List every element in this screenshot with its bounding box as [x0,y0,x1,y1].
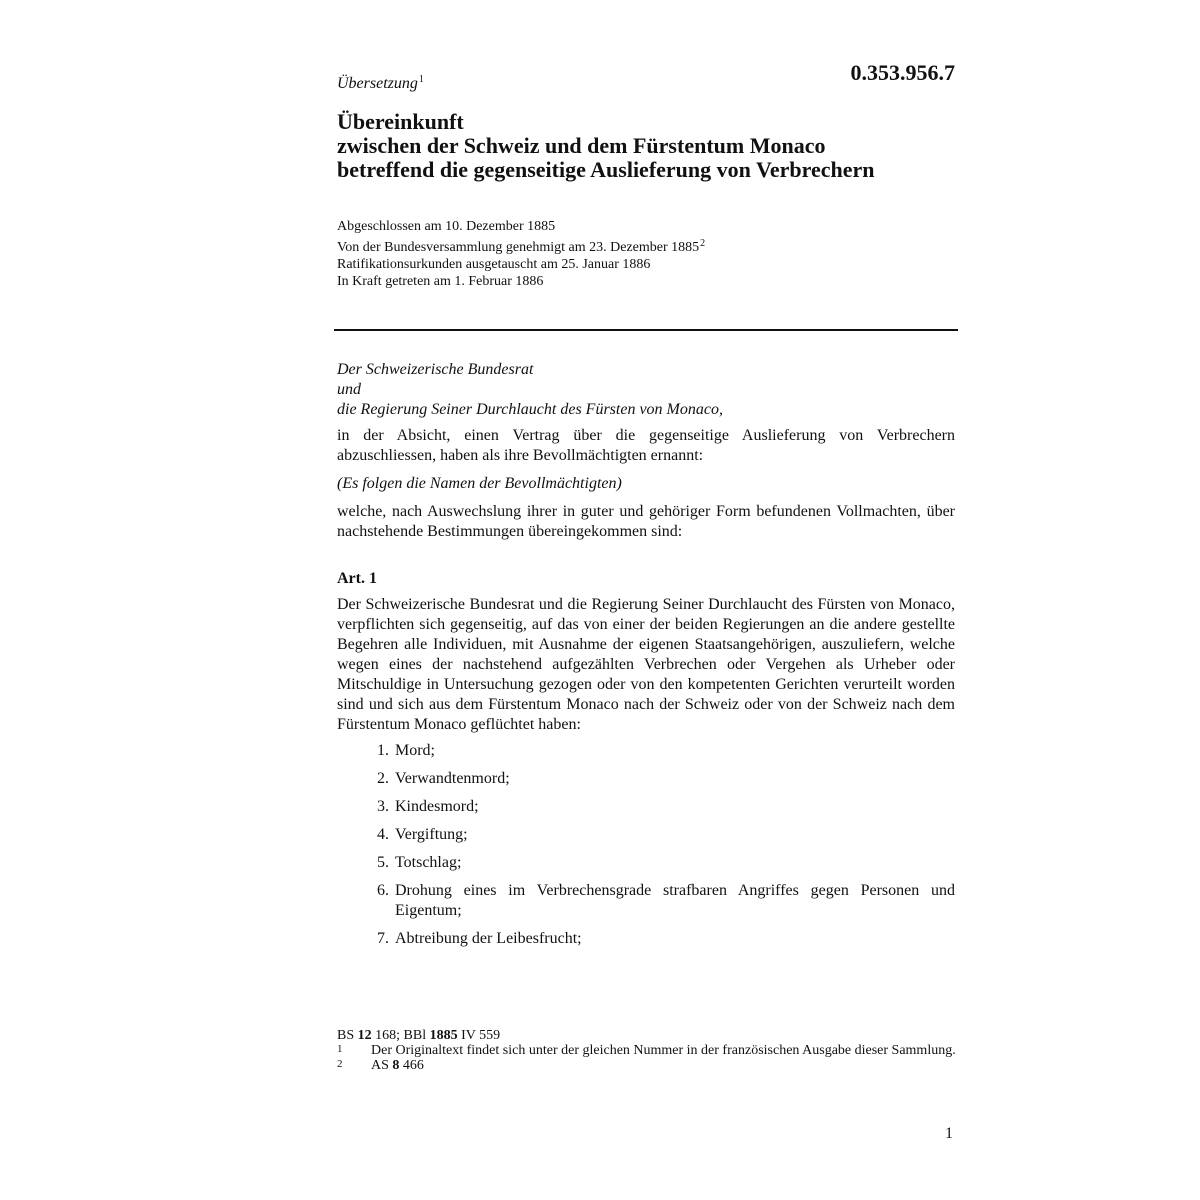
source-bbl-year: 1885 [429,1028,458,1043]
title-line-1: Übereinkunft [337,109,464,134]
footnote-2-text [371,1058,957,1073]
offense-list [337,741,955,949]
list-item [337,797,955,817]
preamble-agreement: welche, nach Auswechslung ihrer in guter und gehöriger Form befundenen Vollmachten, über nachstehende Bestimmungen übereingekommen sind: [337,503,955,540]
title-line-2: zwischen der Schweiz und dem Fürstentum Monaco [337,133,826,158]
list-item-text: Vergiftung; [395,826,468,843]
translation-label-text: Übersetzung [337,75,418,92]
footnote-2-prefix: AS [371,1058,393,1073]
concluded-date: Abgeschlossen am 10. Dezember 1885 [337,219,556,234]
sr-number: 0.353.956.7 [850,60,955,85]
header-divider [334,329,958,331]
list-item-number: 4. [377,826,389,843]
footnote-ref-2[interactable]: 2 [700,238,706,249]
ratified-date: Ratifikationsurkunden ausgetauscht am 25. Januar 1886 [337,257,651,272]
title-line-3: betreffend die gegenseitige Auslieferung von Verbrechern [337,157,875,182]
in-force-date: In Kraft getreten am 1. Februar 1886 [337,274,544,289]
list-item [337,881,955,921]
document-metadata [337,218,705,290]
approved-date [337,235,705,256]
translation-label [337,74,424,93]
list-item-text: Mord; [395,742,435,759]
source-reference [337,1028,957,1043]
footnote-ref-1[interactable]: 1 [418,74,424,85]
list-item [337,825,955,845]
list-item-number: 7. [377,930,389,947]
footnote-1 [337,1043,957,1058]
list-item [337,769,955,789]
party-2: die Regierung Seiner Durchlaucht des Fürsten von Monaco, [337,401,723,418]
footnotes [337,1028,957,1073]
list-item-text: Abtreibung der Leibesfrucht; [395,930,582,947]
footnote-2-mark: 2 [337,1058,343,1070]
article-1-text: Der Schweizerische Bundesrat und die Regierung Seiner Durchlaucht des Fürsten von Monaco, verpflichten sich gegenseitig, auf das von einer der beiden Regierungen an die andere gestellte Begehren alle Individuen, mit Ausnahme der eigenen Staatsangehörigen, auszuliefern, welche wegen eines der nachstehend aufgezählten Verbrechen oder Vergehen als Urheber oder Mitschuldige in Untersuchung gezogen oder von den kompetenten Gerichten verurteilt worden sind und sich aus dem Fürstentum Monaco nach der Schweiz oder von der Schweiz nach dem Fürstentum Monaco geflüchtet haben: [337,596,955,733]
source-bs-page: 168; BBl [371,1028,430,1043]
list-item-text: Verwandtenmord; [395,770,510,787]
page-number: 1 [945,1125,953,1142]
document-title [337,110,957,182]
approved-date-text: Von der Bundesversammlung genehmigt am 23. Dezember 1885 [337,240,700,255]
preamble-parties [337,360,955,420]
list-item-number: 2. [377,770,389,787]
list-item [337,929,955,949]
list-item-text: Kindesmord; [395,798,479,815]
list-item-number: 3. [377,798,389,815]
article-1-heading: Art. 1 [337,570,377,587]
preamble-plenipotentiaries: (Es folgen die Namen der Bevollmächtigten) [337,475,622,492]
list-item-number: 1. [377,742,389,759]
document-page [337,0,957,1200]
list-item [337,741,955,761]
list-item-number: 6. [377,882,389,899]
list-item-number: 5. [377,854,389,871]
footnote-1-mark: 1 [337,1043,343,1055]
source-bs-label: BS [337,1028,358,1043]
footnote-2 [337,1058,957,1073]
party-connector: und [337,381,361,398]
document-body [337,360,955,957]
footnote-2-volume: 8 [392,1058,400,1073]
list-item-text: Totschlag; [395,854,462,871]
footnote-1-text: Der Originaltext findet sich unter der gleichen Nummer in der französischen Ausgabe dieser Sammlung. [371,1043,956,1058]
preamble-intent: in der Absicht, einen Vertrag über die gegenseitige Auslieferung von Verbrechern abzuschliessen, haben als ihre Bevollmächtigten ernannt: [337,427,955,464]
list-item-text: Drohung eines im Verbrechensgrade strafbaren Angriffes gegen Personen und Eigentum; [395,882,955,919]
party-1: Der Schweizerische Bundesrat [337,361,534,378]
source-bs-volume: 12 [357,1028,372,1043]
source-bbl-rest: IV 559 [457,1028,501,1043]
list-item [337,853,955,873]
footnote-2-page: 466 [399,1058,424,1073]
